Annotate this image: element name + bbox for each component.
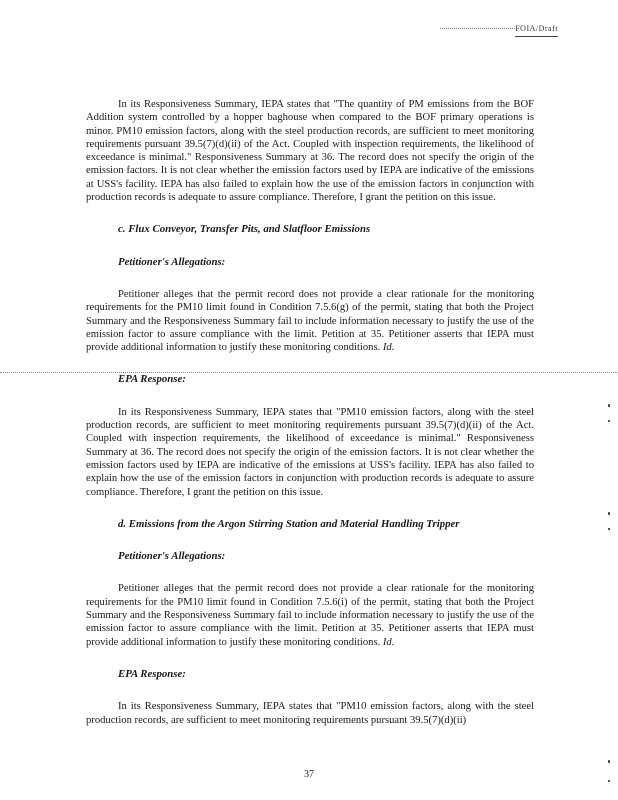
paragraph-2-text: Petitioner alleges that the permit record does not provide a clear rationale for the monitoring requirements for the PM10 limit found in Condition 7.5.6(g) of the permit, stating that both the Project Summary and the Responsiveness Summary fail to include information necessary to justify the use of the emission factor to assure compliance with the limit. Petition at 35. Petitioner asserts that IEPA must provide additional information to justify these monitoring conditions.	[86, 288, 534, 354]
subheading-epa-response-2: EPA Response:	[118, 667, 186, 680]
header-mark: FOIA/Draft	[515, 22, 558, 37]
section-heading-d: d. Emissions from the Argon Stirring Station and Material Handling Tripper	[118, 517, 460, 530]
paragraph-3: In its Responsiveness Summary, IEPA states that "PM10 emission factors, along with the steel production records, are sufficient to meet monitoring requirements pursuant 39.5(7)(d)(ii) of the Act. Coupled with inspection requirements, the likelihood of exceedance is minimal." Responsiveness Summary at 36. The record does not specify the origin of the emission factors. It is not clear whether the emission factors used by IEPA are indicative of the emissions at USS's facility. IEPA has also failed to explain how the use of the emission factors in conjunction with production records is adequate to assure compliance. Therefore, I grant the petition on this issue.	[86, 406, 534, 498]
subheading-epa-response-1: EPA Response:	[118, 373, 186, 386]
paragraph-4-citation: Id.	[382, 636, 395, 648]
paragraph-4	[86, 582, 534, 648]
margin-mark	[608, 528, 610, 530]
paragraph-2-citation: Id.	[382, 342, 395, 354]
paragraph-2	[86, 288, 534, 354]
document-body	[86, 98, 534, 727]
scan-artifact-line	[0, 372, 618, 373]
paragraph-4-text: Petitioner alleges that the permit record does not provide a clear rationale for the monitoring requirements for the PM10 limit found in Condition 7.5.6(i) of the permit, stating that both the Project Summary and the Responsiveness Summary fail to include information necessary to justify the use of the emission factor to assure compliance with the limit. Petition at 35. Petitioner asserts that IEPA must provide additional information to justify these monitoring conditions.	[86, 583, 534, 648]
page-number: 37	[304, 769, 314, 780]
paragraph-1: In its Responsiveness Summary, IEPA states that "The quantity of PM emissions from the BOF Addition system controlled by a hopper baghouse when compared to the BOF primary operations is minor. PM10 emission factors, along with the steel production records, are sufficient to meet monitoring requirements pursuant 39.5(7)(d)(ii) of the Act. Coupled with inspection requirements, the likelihood of exceedance is minimal." Responsiveness Summary at 36. The record does not specify the origin of the emission factors. It is not clear whether the emission factors used by IEPA are indicative of the emissions at USS's facility. IEPA has also failed to explain how the use of the emission factors in conjunction with production records is adequate to assure compliance. Therefore, I grant the petition on this issue.	[86, 99, 534, 204]
margin-mark	[608, 512, 610, 515]
paragraph-5: In its Responsiveness Summary, IEPA states that "PM10 emission factors, along with the steel production records, are sufficient to meet monitoring requirements pursuant 39.5(7)(d)(ii)	[86, 701, 534, 726]
subheading-petitioner-allegations-2: Petitioner's Allegations:	[118, 550, 226, 563]
scan-artifact-top	[440, 28, 515, 29]
margin-mark	[608, 404, 610, 407]
subheading-petitioner-allegations-1: Petitioner's Allegations:	[118, 255, 226, 268]
section-heading-c: c. Flux Conveyor, Transfer Pits, and Slatfloor Emissions	[118, 223, 371, 236]
margin-mark	[608, 760, 610, 763]
margin-mark	[608, 420, 610, 422]
